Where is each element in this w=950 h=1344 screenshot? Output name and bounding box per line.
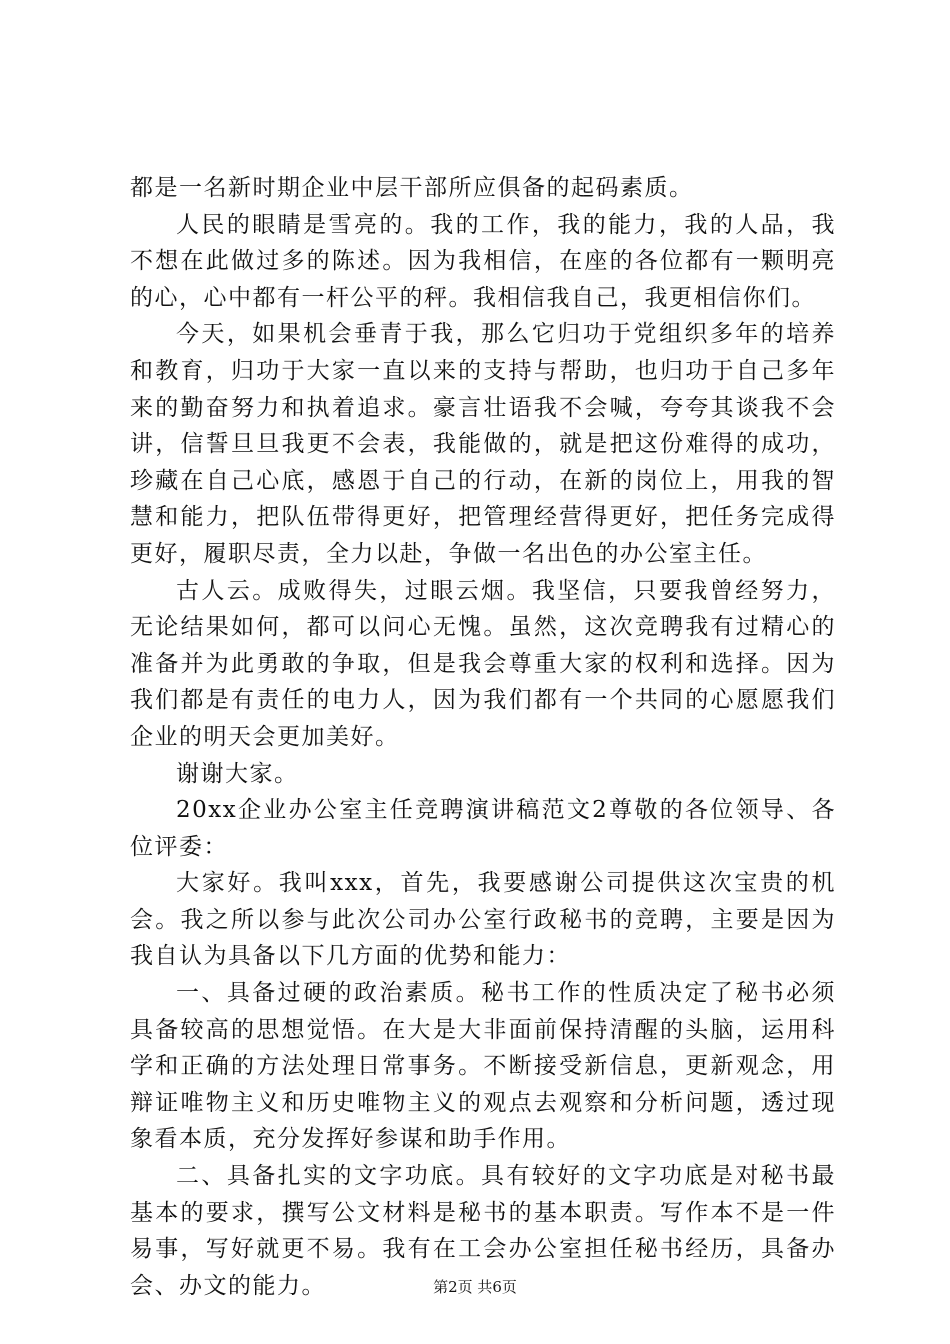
paragraph-3: 今天，如果机会垂青于我，那么它归功于党组织多年的培养和教育，归功于大家一直以来的支持与帮助，也归功于自己多年来的勤奋努力和执着追求。豪言壮语我不会喊，夸夸其谈我不会讲，信誓旦旦我更不会表，我能做的，就是把这份难得的成功，珍藏在自己心底，感恩于自己的行动，在新的岗位上，用我的智慧和能力，把队伍带得更好，把管理经营得更好，把任务完成得更好，履职尽责，全力以赴，争做一名出色的办公室主任。 xyxy=(130,321,836,567)
paragraph-7: 大家好。我叫xxx，首先，我要感谢公司提供这次宝贵的机会。我之所以参与此次公司办公室行政秘书的竞聘，主要是因为我自认为具备以下几方面的优势和能力： xyxy=(130,870,836,970)
paragraph-2: 人民的眼睛是雪亮的。我的工作，我的能力，我的人品，我不想在此做过多的陈述。因为我相信，在座的各位都有一颗明亮的心，心中都有一杆公平的秤。我相信我自己，我更相信你们。 xyxy=(130,211,836,311)
document-body xyxy=(130,170,836,1304)
paragraph-8: 一、具备过硬的政治素质。秘书工作的性质决定了秘书必须具备较高的思想觉悟。在大是大非面前保持清醒的头脑，运用科学和正确的方法处理日常事务。不断接受新信息，更新观念，用辩证唯物主义和历史唯物主义的观点去观察和分析问题，透过现象看本质，充分发挥好参谋和助手作用。 xyxy=(130,980,836,1153)
paragraph-4: 古人云。成败得失，过眼云烟。我坚信，只要我曾经努力，无论结果如何，都可以问心无愧。虽然，这次竞聘我有过精心的准备并为此勇敢的争取，但是我会尊重大家的权利和选择。因为我们都是有责任的电力人，因为我们都有一个共同的心愿愿我们企业的明天会更加美好。 xyxy=(130,577,836,750)
paragraph-9: 二、具备扎实的文字功底。具有较好的文字功底是对秘书最基本的要求，撰写公文材料是秘书的基本职责。写作本不是一件易事，写好就更不易。我有在工会办公室担任秘书经历，具备办会、办文的能力。 xyxy=(130,1163,836,1299)
paragraph-5: 谢谢大家。 xyxy=(176,760,299,787)
paragraph-6: 20xx企业办公室主任竞聘演讲稿范文2尊敬的各位领导、各位评委： xyxy=(130,797,836,860)
paragraph-1: 都是一名新时期企业中层干部所应俱备的起码素质。 xyxy=(130,175,694,201)
page-number-footer: 第2页 共6页 xyxy=(433,1278,517,1296)
